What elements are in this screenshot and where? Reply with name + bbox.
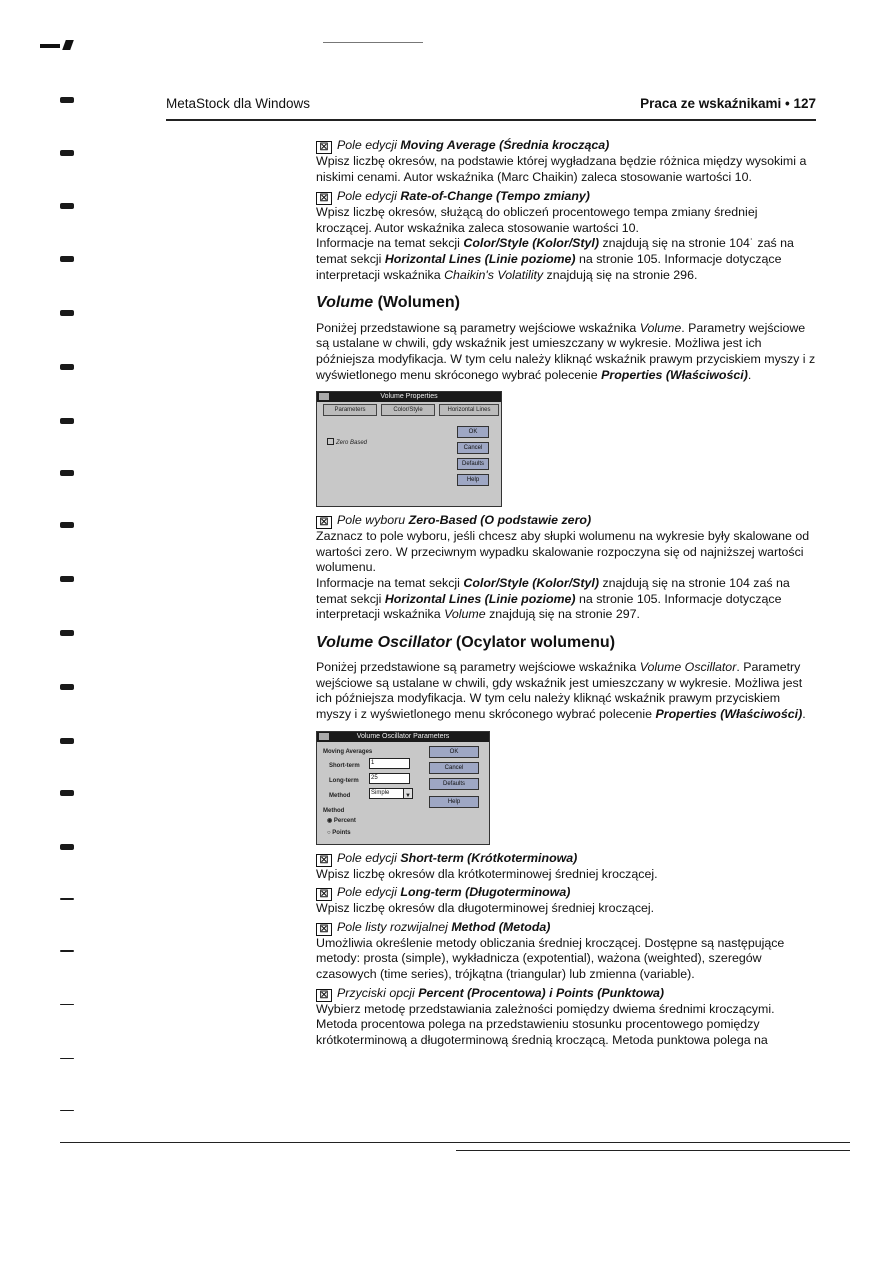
long-term-field: 25 (369, 773, 410, 784)
cancel-button: Cancel (429, 762, 479, 774)
item-name: Rate-of-Change (Tempo zmiany) (400, 189, 590, 204)
points-radio: ○ Points (327, 829, 351, 836)
item-body: Wpisz liczbę okresów dla długoterminowej średniej kroczącej. (316, 901, 655, 916)
binding-hole-mark (60, 522, 74, 528)
binding-hole-mark (60, 898, 74, 900)
short-term-field: 1 (369, 758, 410, 769)
binding-hole-mark (60, 844, 74, 850)
tab-horizontal-lines: Horizontal Lines (439, 404, 499, 416)
volume-properties-dialog-screenshot (316, 391, 502, 507)
item-kind: Przyciski opcji (337, 985, 419, 1000)
item-body: Wpisz liczbę okresów, na podstawie której wygładzana będzie różnica między wysokimi a niskimi cenami. Autor wskaźnika (Marc Chaikin) zaleca stosowanie wartości 10. (316, 154, 807, 184)
binding-hole-mark (60, 684, 74, 690)
short-term-label: Short-term (329, 762, 360, 769)
checkbox-icon: ☒ (316, 516, 332, 529)
checkbox-icon: ☒ (316, 192, 332, 205)
parameter-item (316, 189, 816, 236)
item-name: Method (Metoda) (451, 919, 551, 934)
parameter-item (316, 920, 816, 983)
item-kind: Pole edycji (337, 885, 401, 900)
info-paragraph: Informacje na temat sekcji Color/Style (Kolor/Styl) znajdują się na stronie 104 zaś na temat sekcji Horizontal Lines (Linie poziome) na stronie 105. Informacje dotyczące interpretacji wskaźnika Volume znajdują się na stronie 297. (316, 575, 790, 622)
header-book-title: MetaStock dla Windows (166, 96, 311, 111)
binding-hole-mark (60, 576, 74, 582)
parameter-item (316, 138, 816, 185)
method-label: Method (329, 792, 351, 799)
item-kind: Pole edycji (337, 189, 401, 204)
item-name: Short-term (Krótkoterminowa) (400, 850, 578, 865)
footer-rule (60, 1142, 850, 1143)
ok-button: OK (457, 426, 489, 438)
defaults-button: Defaults (457, 458, 489, 470)
parameter-item (316, 851, 816, 883)
binding-hole-mark (60, 1110, 74, 1111)
item-kind: Pole edycji (337, 850, 401, 865)
checkbox-icon: ☒ (316, 854, 332, 867)
dialog-title-bar: Volume Oscillator Parameters (317, 732, 489, 742)
binding-hole-mark (60, 470, 74, 476)
scan-line (323, 42, 423, 43)
tab-color-style: Color/Style (381, 404, 435, 416)
info-paragraph: Informacje na temat sekcji Color/Style (Kolor/Styl) znajdują się na stronie 104˙ zaś na temat sekcji Horizontal Lines (Linie poziome) na stronie 105. Informacje dotyczące interpretacji wskaźnika Chaikin's Volatility znajdują się na stronie 296. (316, 236, 794, 282)
binding-hole-mark (60, 256, 74, 262)
method-group-label: Method (323, 807, 345, 814)
group-label: Moving Averages (323, 748, 373, 755)
item-name: Long-term (Długoterminowa) (400, 885, 571, 900)
section-intro: Poniżej przedstawione są parametry wejściowe wskaźnika Volume. Parametry wejściowe są ustalane w chwili, gdy wskaźnik jest umieszczany w wykresie. Możliwa jest ich późniejsza modyfikacja. W tym celu należy kliknąć wskaźnik prawym przyciskiem myszy i z wyświetlonego menu skróconego wybrać polecenie Properties (Właściwości). (316, 320, 816, 382)
binding-hole-mark (60, 364, 74, 370)
system-menu-icon (319, 733, 329, 740)
item-name: Moving Average (Średnia krocząca) (400, 138, 610, 152)
binding-hole-mark (60, 1058, 74, 1059)
footer-rule (456, 1150, 850, 1151)
binding-hole-mark (60, 418, 74, 424)
parameter-item (316, 885, 816, 917)
binding-hole-mark (60, 950, 74, 952)
help-button: Help (429, 796, 479, 808)
item-body: Wybierz metodę przedstawiania zależności pomiędzy dwiema średnimi kroczącymi. Metoda procentowa polega na przedstawieniu stosunku procentowego pomiędzy krótkoterminową a długoterminową średnią kroczącą. Metoda punktowa polega na (316, 1001, 775, 1047)
parameter-item (316, 513, 816, 576)
binding-hole-mark (60, 738, 74, 744)
header-rule (166, 119, 816, 121)
defaults-button: Defaults (429, 778, 479, 790)
item-name: Zero-Based (O podstawie zero) (408, 513, 592, 528)
item-kind: Pole edycji (337, 138, 401, 152)
binding-hole-mark (60, 790, 74, 796)
tab-parameters: Parameters (323, 404, 377, 416)
ok-button: OK (429, 746, 479, 758)
help-button: Help (457, 474, 489, 486)
percent-radio: ◉ Percent (327, 817, 356, 824)
section-title-volume: Volume (Wolumen) (316, 294, 461, 312)
dialog-title-bar: Volume Properties (317, 392, 501, 402)
zero-based-checkbox: Zero Based (327, 436, 367, 452)
cancel-button: Cancel (457, 442, 489, 454)
item-name: Percent (Procentowa) i Points (Punktowa) (418, 985, 665, 1000)
binding-hole-mark (60, 97, 74, 103)
item-body: Zaznacz to pole wyboru, jeśli chcesz aby słupki wolumenu na wykresie były skalowane od wartości zero. W przeciwnym wypadku skalowanie rozpoczyna się od najniższej wartości wolumenu. (316, 529, 810, 575)
binding-hole-mark (60, 310, 74, 316)
chevron-down-icon: ▼ (403, 788, 413, 799)
item-kind: Pole wyboru (337, 513, 409, 528)
long-term-label: Long-term (329, 777, 359, 784)
section-intro: Poniżej przedstawione są parametry wejściowe wskaźnika Volume Oscillator. Parametry wejściowe są ustalane w chwili, gdy wskaźnik jest umieszczany w wykresie. Możliwa jest ich późniejsza modyfikacja. W tym celu należy kliknąć wskaźnik prawym przyciskiem myszy i z wyświetlonego menu skróconego wybrać polecenie Properties (Właściwości). (316, 660, 806, 722)
scan-mark (62, 40, 74, 50)
checkbox-icon: ☒ (316, 888, 332, 901)
checkbox-icon: ☒ (316, 141, 332, 154)
item-body: Wpisz liczbę okresów dla krótkoterminowej średniej kroczącej. (316, 866, 658, 881)
binding-hole-mark (60, 1004, 74, 1005)
page-content (316, 138, 816, 1048)
scan-mark (40, 44, 60, 48)
section-title-volume-oscillator: Volume Oscillator (Ocylator wolumenu) (316, 633, 616, 651)
checkbox-icon: ☒ (316, 989, 332, 1002)
binding-hole-mark (60, 150, 74, 156)
parameter-item (316, 986, 816, 1049)
item-body: Wpisz liczbę okresów, służącą do obliczeń procentowego tempa zmiany średniej kroczącej. Autor wskaźnika zaleca stosowanie wartości 10. (316, 205, 758, 235)
method-select: Simple (369, 788, 404, 799)
header-page-info: Praca ze wskaźnikami • 127 (640, 96, 816, 111)
item-kind: Pole listy rozwijalnej (337, 919, 452, 934)
item-body: Umożliwia określenie metody obliczania średniej kroczącej. Dostępne są następujące metody: prosta (simple), wykładnicza (expotential), ważona (weighted), szeregów czasowych (time series), trójkątna (triangular) lub zmienna (variable). (316, 935, 785, 982)
checkbox-icon: ☒ (316, 923, 332, 936)
volume-oscillator-dialog-screenshot (316, 731, 490, 845)
system-menu-icon (319, 393, 329, 400)
binding-hole-mark (60, 630, 74, 636)
binding-hole-mark (60, 203, 74, 209)
